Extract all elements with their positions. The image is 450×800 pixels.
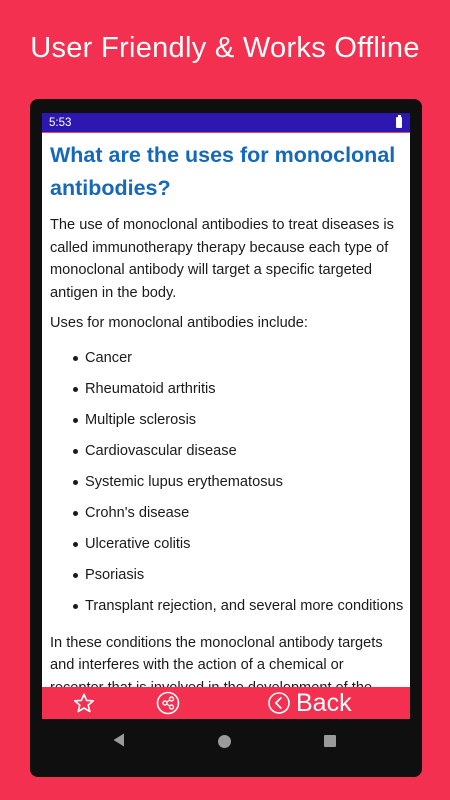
back-arrow-icon	[268, 692, 290, 714]
bullet-icon	[73, 356, 78, 361]
list-item-label: Cancer	[85, 349, 133, 366]
list-item	[50, 405, 400, 436]
article-intro: The use of monoclonal antibodies to treat diseases is called immunotherapy therapy because each type of monoclonal antibody will target a specific targeted antigen in the body.	[50, 217, 394, 301]
nav-back-icon[interactable]	[112, 732, 126, 752]
list-item-label: Cardiovascular disease	[85, 442, 237, 459]
bullet-icon	[73, 449, 78, 454]
system-nav-bar	[30, 719, 422, 777]
bullet-icon	[73, 573, 78, 578]
share-icon[interactable]	[156, 691, 180, 715]
status-bar	[42, 113, 410, 132]
uses-list	[50, 343, 404, 622]
list-lead: Uses for monoclonal antibodies include:	[50, 315, 308, 331]
list-item	[50, 591, 404, 622]
list-item-label: Crohn's disease	[85, 504, 190, 521]
app-screen	[42, 113, 410, 719]
list-item	[50, 343, 400, 374]
star-icon[interactable]	[73, 693, 95, 713]
list-item	[50, 374, 400, 405]
nav-home-icon[interactable]	[218, 735, 231, 748]
battery-icon	[396, 117, 402, 128]
article-closing: In these conditions the monoclonal antibody targets and interferes with the action of a chemical or	[50, 634, 383, 673]
bullet-icon	[73, 418, 78, 423]
list-item	[50, 498, 400, 529]
list-item-label: Transplant rejection, and several more conditions	[85, 597, 404, 614]
list-item-label: Ulcerative colitis	[85, 535, 191, 552]
back-label: Back	[296, 688, 352, 717]
list-item-label: Rheumatoid arthritis	[85, 380, 216, 397]
article-content[interactable]	[42, 132, 410, 687]
list-item	[50, 436, 400, 467]
bullet-icon	[73, 542, 78, 547]
list-item	[50, 529, 400, 560]
back-button[interactable]	[268, 688, 352, 718]
bullet-icon	[73, 511, 78, 516]
status-time: 5:53	[49, 116, 72, 129]
bullet-icon	[73, 387, 78, 392]
list-item	[50, 467, 400, 498]
list-item-label: Psoriasis	[85, 566, 145, 583]
promo-headline: User Friendly & Works Offline	[30, 32, 420, 64]
bullet-icon	[73, 480, 78, 485]
bottom-action-bar	[42, 687, 410, 719]
list-item-label: Multiple sclerosis	[85, 411, 197, 428]
device-frame	[30, 99, 422, 777]
bullet-icon	[73, 604, 78, 609]
list-item-label: Systemic lupus erythematosus	[85, 473, 283, 490]
article-title: What are the uses for monoclonal antibodies?	[50, 143, 396, 200]
nav-recents-icon[interactable]	[324, 735, 336, 747]
list-item	[50, 560, 400, 591]
